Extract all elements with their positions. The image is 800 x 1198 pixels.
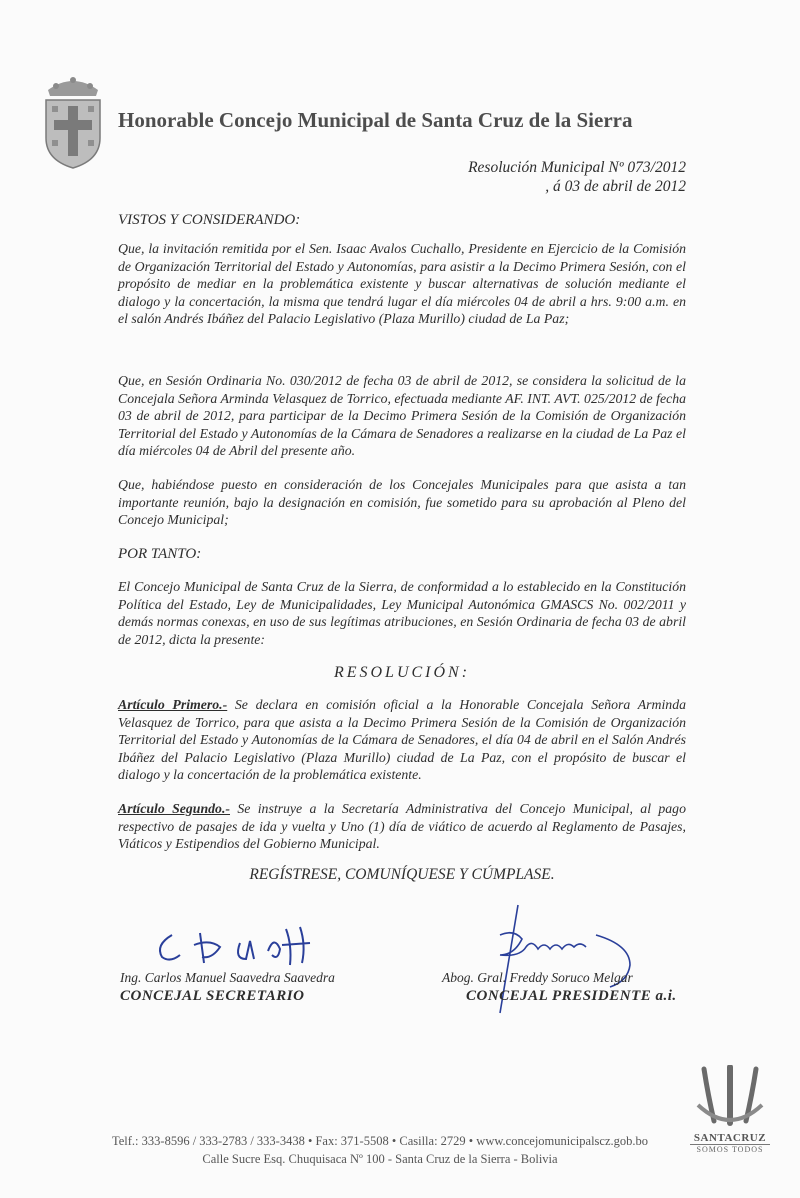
resolucion-heading: RESOLUCIÓN: — [333, 664, 471, 681]
considerando-paragraph-3: Que, habiéndose puesto en consideración de los Concejales Municipales para que asista a tan importante reunión, bajo la designación en comisión, fue sometido para su aprobación al Pleno del Concejo Municipal; — [118, 477, 686, 528]
left-signer-role: CONCEJAL SECRETARIO — [120, 988, 305, 1004]
santa-cruz-logo — [690, 1065, 770, 1165]
logo-subtext: SOMOS TODOS — [696, 1145, 764, 1154]
footer-contact — [60, 1132, 700, 1168]
coat-of-arms-icon — [40, 70, 106, 170]
logo-text: SANTACRUZ — [690, 1132, 770, 1145]
por-tanto-heading: POR TANTO: — [118, 546, 202, 562]
vistos-heading: VISTOS Y CONSIDERANDO: — [118, 212, 301, 228]
right-signer-name: Abog. Gral. Freddy Soruco Melgar — [442, 970, 633, 985]
resolution-date: , á 03 de abril de 2012 — [545, 178, 686, 195]
left-signer-name: Ing. Carlos Manuel Saavedra Saavedra — [120, 970, 335, 985]
resolution-number: Resolución Municipal Nº 073/2012 — [468, 159, 686, 176]
considerando-paragraph-1: Que, la invitación remitida por el Sen. Isaac Avalos Cuchallo, Presidente en Ejercicio de la Comisión de Organización Territorial del Estado y Autonomías, para asistir a la Decimo Primera Sesión, con el propósito de mediar en la problemática existente y buscar alternativas de solución mediante el dialogo y la concertación, la misma que tendrá lugar el día miércoles 04 de abril a hrs. 9:00 a.m. en el salón Andrés Ibáñez del Palacio Legislativo (Plaza Murillo) ciudad de La Paz; — [118, 241, 686, 327]
institution-title: Honorable Concejo Municipal de Santa Cruz de la Sierra — [118, 108, 633, 132]
article-second — [118, 800, 686, 853]
footer-address-line: Calle Sucre Esq. Chuquisaca Nº 100 - Santa Cruz de la Sierra - Bolivia — [202, 1152, 558, 1166]
resolution-reference — [468, 158, 686, 196]
article-first-text: Se declara en comisión oficial a la Honorable Concejala Señora Arminda Velasquez de Torrico, para que asista a la Decimo Primera Sesión de la Comisión de Organización Territorial del Estado y Autonomías de la Cámara de Senadores, el día 04 de abril en el Salón Andrés Ibáñez del Palacio Legislativo (Plaza Murillo) ciudad de La Paz, con el propósito de buscar el dialogo y la concertación de la problemática existente. — [118, 697, 687, 783]
right-signer-role: CONCEJAL PRESIDENTE a.i. — [466, 988, 677, 1004]
left-signature-icon — [150, 915, 320, 975]
footer-contact-line: Telf.: 333-8596 / 333-2783 / 333-3438 • Fax: 371-5508 • Casilla: 2729 • www.concejomunicipalscz.gob.bo — [111, 1134, 649, 1148]
article-second-text: Se instruye a la Secretaría Administrativa del Concejo Municipal, al pago respectivo de pasajes de ida y vuelta y Uno (1) día de viático de acuerdo al Reglamento de Pasajes, Viáticos y Estipendios del Gobierno Municipal. — [118, 801, 686, 852]
article-first — [118, 696, 686, 784]
dispositive-paragraph: El Concejo Municipal de Santa Cruz de la Sierra, de conformidad a lo establecido en la Constitución Política del Estado, Ley de Municipalidades, Ley Municipal Autonómica GMASCS No. 002/2011 y demás normas conexas, en uso de sus legítimas atribuciones, en Sesión Ordinaria de fecha 03 de abril de 2012, dicta la presente: — [118, 579, 686, 647]
closing-formula: REGÍSTRESE, COMUNÍQUESE Y CÚMPLASE. — [249, 866, 555, 883]
santa-cruz-figures-icon — [690, 1065, 770, 1127]
considerando-paragraph-2: Que, en Sesión Ordinaria No. 030/2012 de fecha 03 de abril de 2012, se considera la solicitud de la Concejala Señora Arminda Velasquez de Torrico, efectuada mediante AF. INT. AVT. 025/2012 de fecha 03 de abril de 2012, para participar de la Decimo Primera Sesión de la Comisión de Organización Territorial del Estado y Autonomías de la Cámara de Senadores a realizarse en la ciudad de La Paz el día miércoles 04 de Abril del presente año. — [118, 373, 686, 459]
article-first-label: Artículo Primero.- — [118, 697, 228, 712]
article-second-label: Artículo Segundo.- — [118, 801, 230, 816]
